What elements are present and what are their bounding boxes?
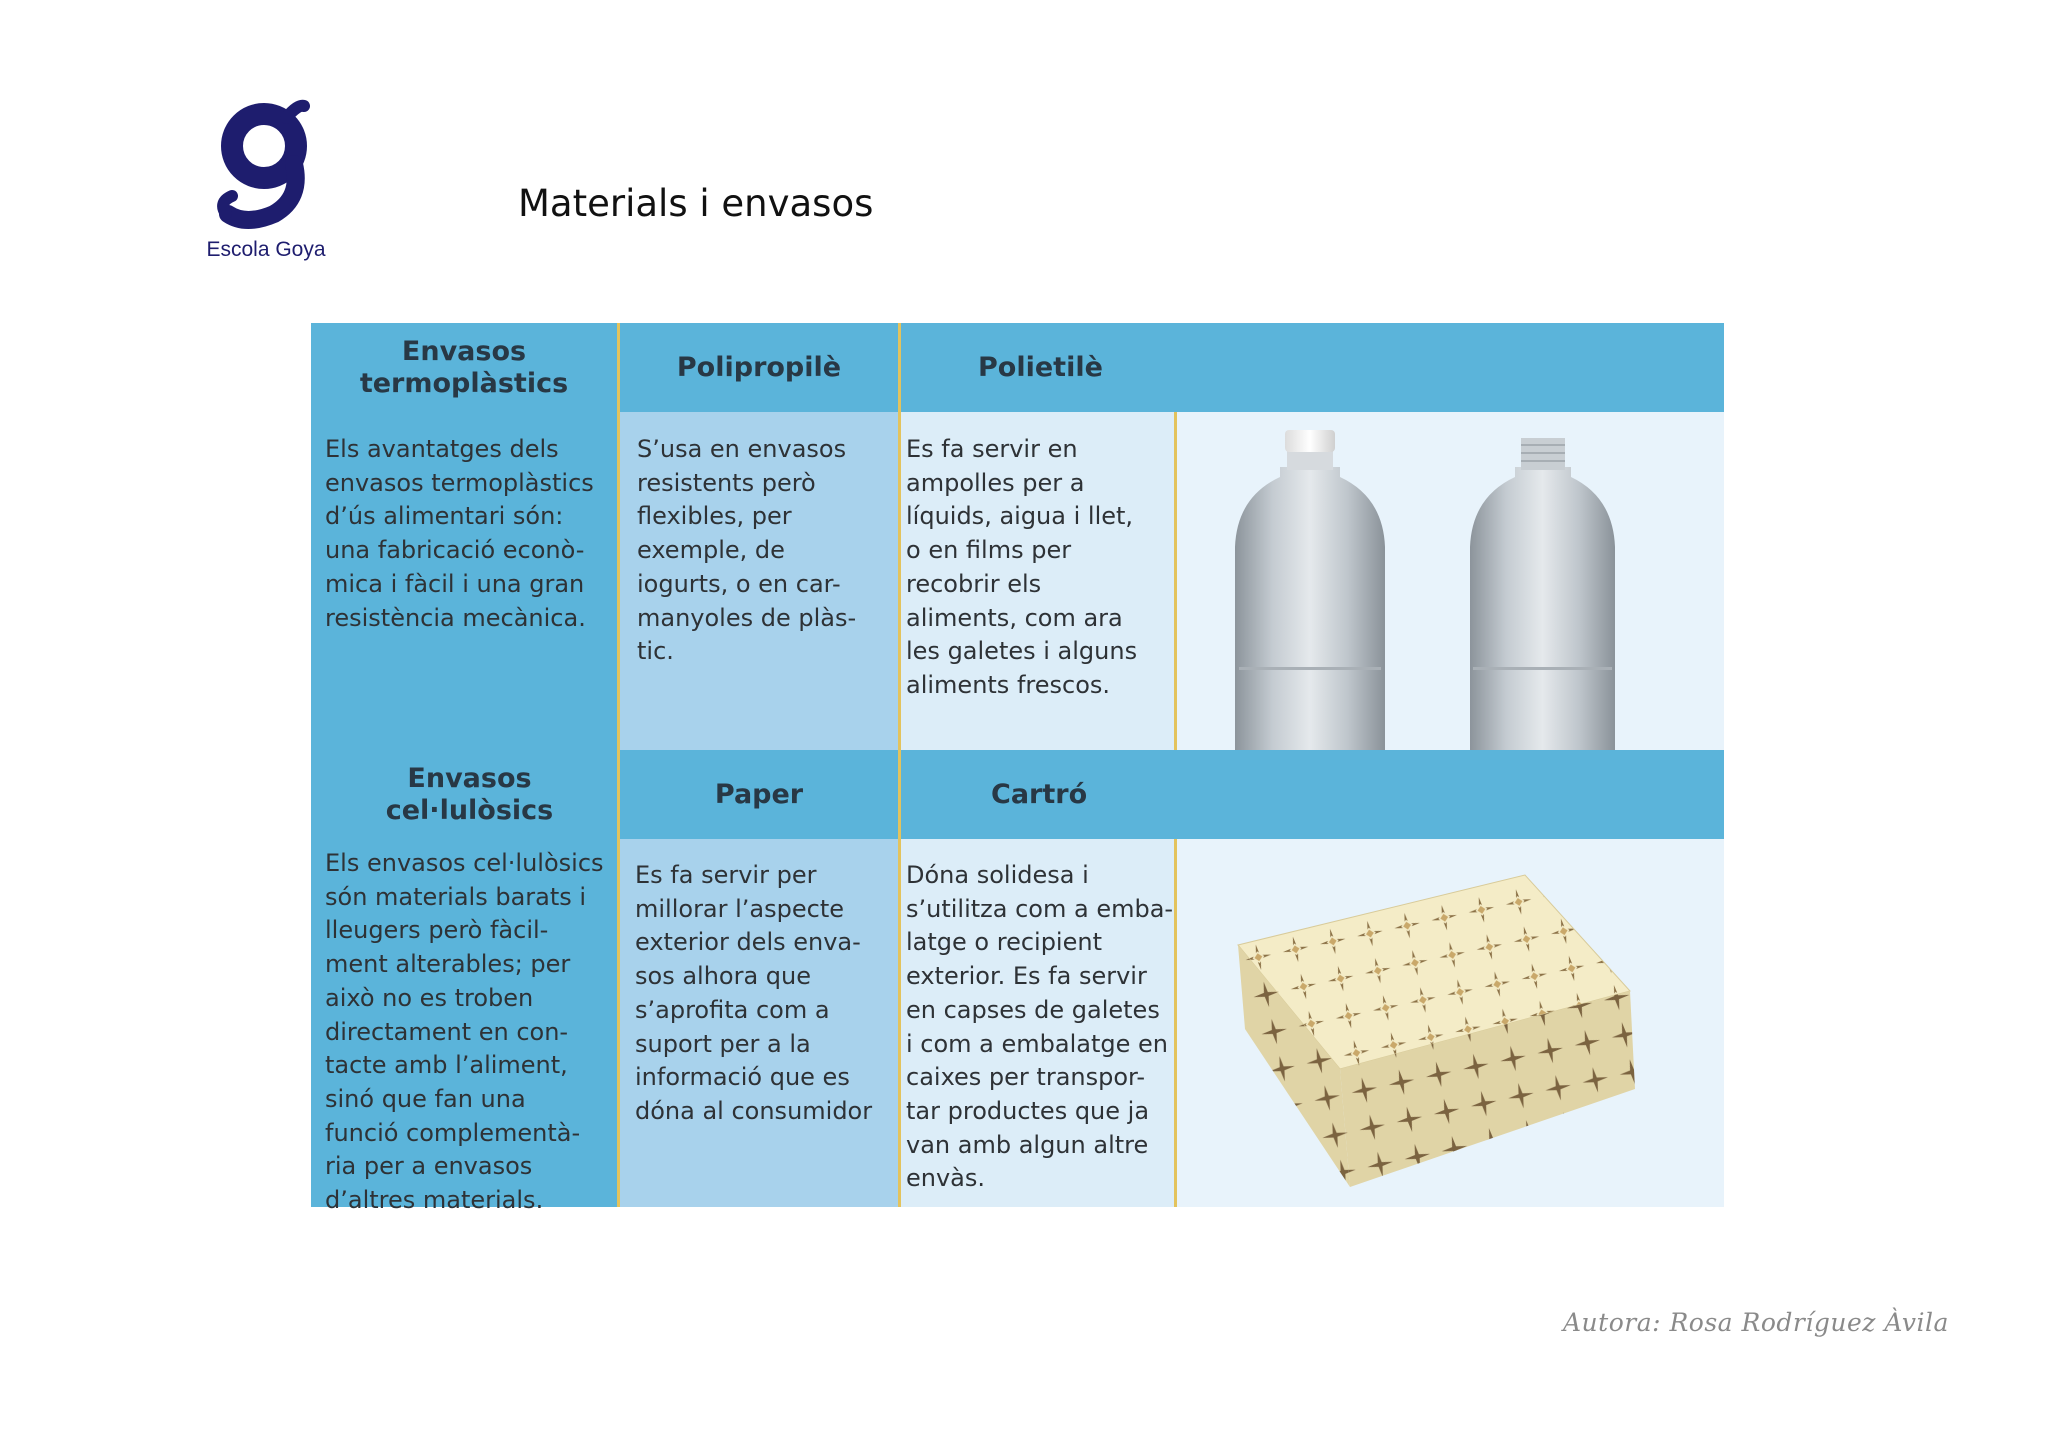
thermoplastic-heading-text: Envasos termoplàstics bbox=[359, 336, 569, 399]
header-cardboard bbox=[898, 750, 1724, 839]
plastic-bottles-illustration bbox=[1175, 412, 1724, 750]
divider-6 bbox=[1174, 839, 1177, 1207]
divider-2 bbox=[898, 412, 901, 750]
polyethylene-name: Polietilè bbox=[978, 351, 1103, 383]
cardboard-box-image bbox=[1175, 839, 1724, 1207]
paper-name: Paper bbox=[714, 778, 804, 810]
divider-3 bbox=[1174, 412, 1177, 750]
thermoplastic-heading bbox=[311, 323, 617, 412]
header-paper bbox=[617, 750, 898, 839]
header-polyethylene bbox=[898, 323, 1724, 412]
bottle-right bbox=[1470, 438, 1615, 750]
divider-5 bbox=[898, 839, 901, 1207]
page-title: Materials i envasos bbox=[518, 182, 874, 225]
polypropylene-text: S’usa en envasos resistents però flexibles, per exemple, de iogurts, o en car- manyoles de plàs- tic. bbox=[637, 435, 857, 666]
thermoplastic-description: Els avantatges dels envasos termoplàstics d’ús alimentari són: una fabricació econò- mica i fàcil i una gran resistència mecànica. bbox=[325, 435, 594, 632]
paper-text: Es fa servir per millorar l’aspecte exterior dels enva- sos alhora que s’aprofita com a suport per a la informació que es dóna al consumidor bbox=[635, 861, 873, 1125]
header-polypropylene bbox=[617, 323, 898, 412]
divider-1 bbox=[617, 412, 620, 750]
plastic-bottles-image bbox=[1175, 412, 1724, 750]
cellulosic-heading bbox=[311, 750, 617, 839]
cardboard-box-illustration bbox=[1175, 839, 1724, 1207]
escola-goya-logo bbox=[196, 96, 336, 272]
box bbox=[1238, 875, 1635, 1187]
bottle-left bbox=[1235, 430, 1385, 750]
polyethylene-text: Es fa servir en ampolles per a líquids, aigua i llet, o en films per recobrir els aliments, com ara les galetes i alguns aliments frescos. bbox=[906, 435, 1138, 699]
author-signature: Autora: Rosa Rodríguez Àvila bbox=[1563, 1308, 1949, 1337]
logo-g-mark bbox=[216, 96, 316, 236]
polypropylene-name: Polipropilè bbox=[676, 351, 842, 383]
cellulosic-description: Els envasos cel·lulòsics són materials barats i lleugers però fàcil- ment alterables; per això no es troben directament en con- tacte amb l’aliment, sinó que fan una funció complementà- ria per a envasos d’altres materials. bbox=[325, 849, 604, 1215]
cellulosic-heading-text: Envasos cel·lulòsics bbox=[385, 763, 554, 826]
cardboard-text: Dóna solidesa i s’utilitza com a emba- latge o recipient exterior. Es fa servir en capses de galetes i com a embalatge en caixes per transpor- tar productes que ja van amb algun altre envàs. bbox=[906, 861, 1174, 1193]
cardboard-name: Cartró bbox=[991, 778, 1088, 810]
logo-text: Escola Goya bbox=[206, 238, 326, 261]
materials-table bbox=[311, 323, 1724, 1215]
divider-4 bbox=[617, 839, 620, 1207]
